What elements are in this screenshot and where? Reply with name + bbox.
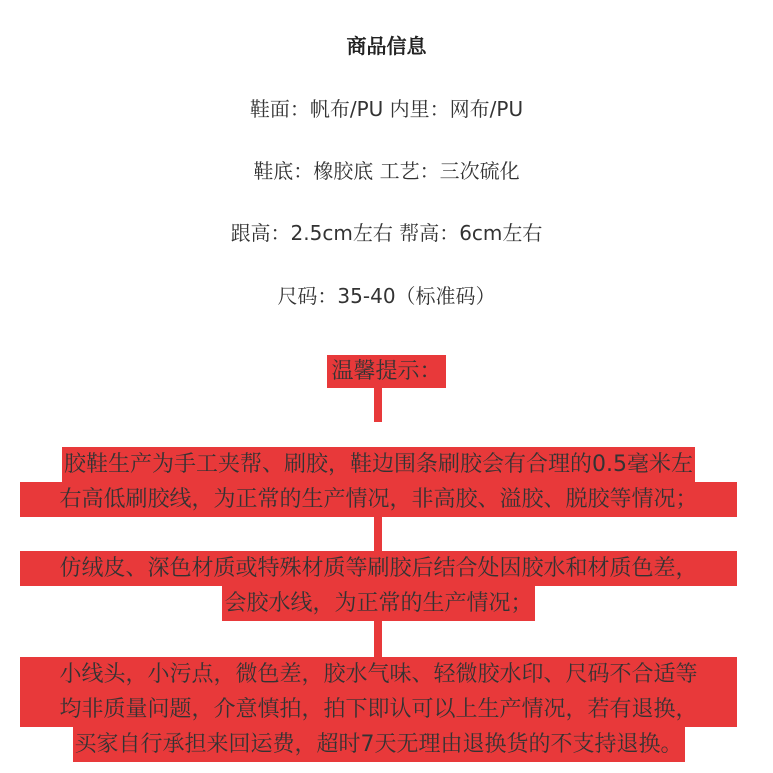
paragraph-line — [20, 727, 737, 762]
spec-heel-height: 跟高：2.5cm左右 帮高：6cm左右 — [230, 221, 543, 245]
paragraph-line-text: 会胶水线，为正常的生产情况； — [222, 586, 534, 621]
paragraph-line-text: 仿绒皮、深色材质或特殊材质等刷胶后结合处因胶水和材质色差， — [20, 551, 737, 586]
paragraph-line-text: 买家自行承担来回运费，超时7天无理由退换货的不支持退换。 — [73, 727, 685, 762]
paragraph-line — [20, 657, 737, 692]
paragraph-line-text: 胶鞋生产为手工夹帮、刷胶，鞋边围条刷胶会有合理的0.5毫米左 — [62, 447, 695, 482]
notice-paragraph-quality — [20, 657, 737, 762]
notice-paragraph-glue-line — [20, 447, 737, 517]
spec-sole-process: 鞋底：橡胶底 工艺：三次硫化 — [253, 159, 520, 183]
notice-heading — [0, 355, 773, 388]
connector-bar — [374, 388, 382, 422]
paragraph-line-text: 右高低刷胶线，为正常的生产情况，非高胶、溢胶、脱胶等情况； — [20, 482, 737, 517]
product-info-title: 商品信息 — [346, 34, 427, 58]
paragraph-line-text: 小线头，小污点，微色差，胶水气味、轻微胶水印、尺码不合适等 — [20, 657, 737, 692]
connector-bar — [374, 515, 382, 551]
paragraph-line — [20, 551, 737, 586]
paragraph-line — [20, 447, 737, 482]
spec-upper-lining: 鞋面：帆布/PU 内里：网布/PU — [249, 97, 524, 121]
notice-paragraph-material — [20, 551, 737, 621]
connector-bar — [374, 621, 382, 658]
paragraph-line-text: 均非质量问题，介意慎拍，拍下即认可以上生产情况，若有退换， — [20, 692, 737, 727]
paragraph-line — [20, 482, 737, 517]
paragraph-line — [20, 692, 737, 727]
paragraph-line — [20, 586, 737, 621]
spec-size: 尺码：35-40（标准码） — [277, 284, 496, 308]
notice-heading-text: 温馨提示： — [327, 355, 445, 388]
